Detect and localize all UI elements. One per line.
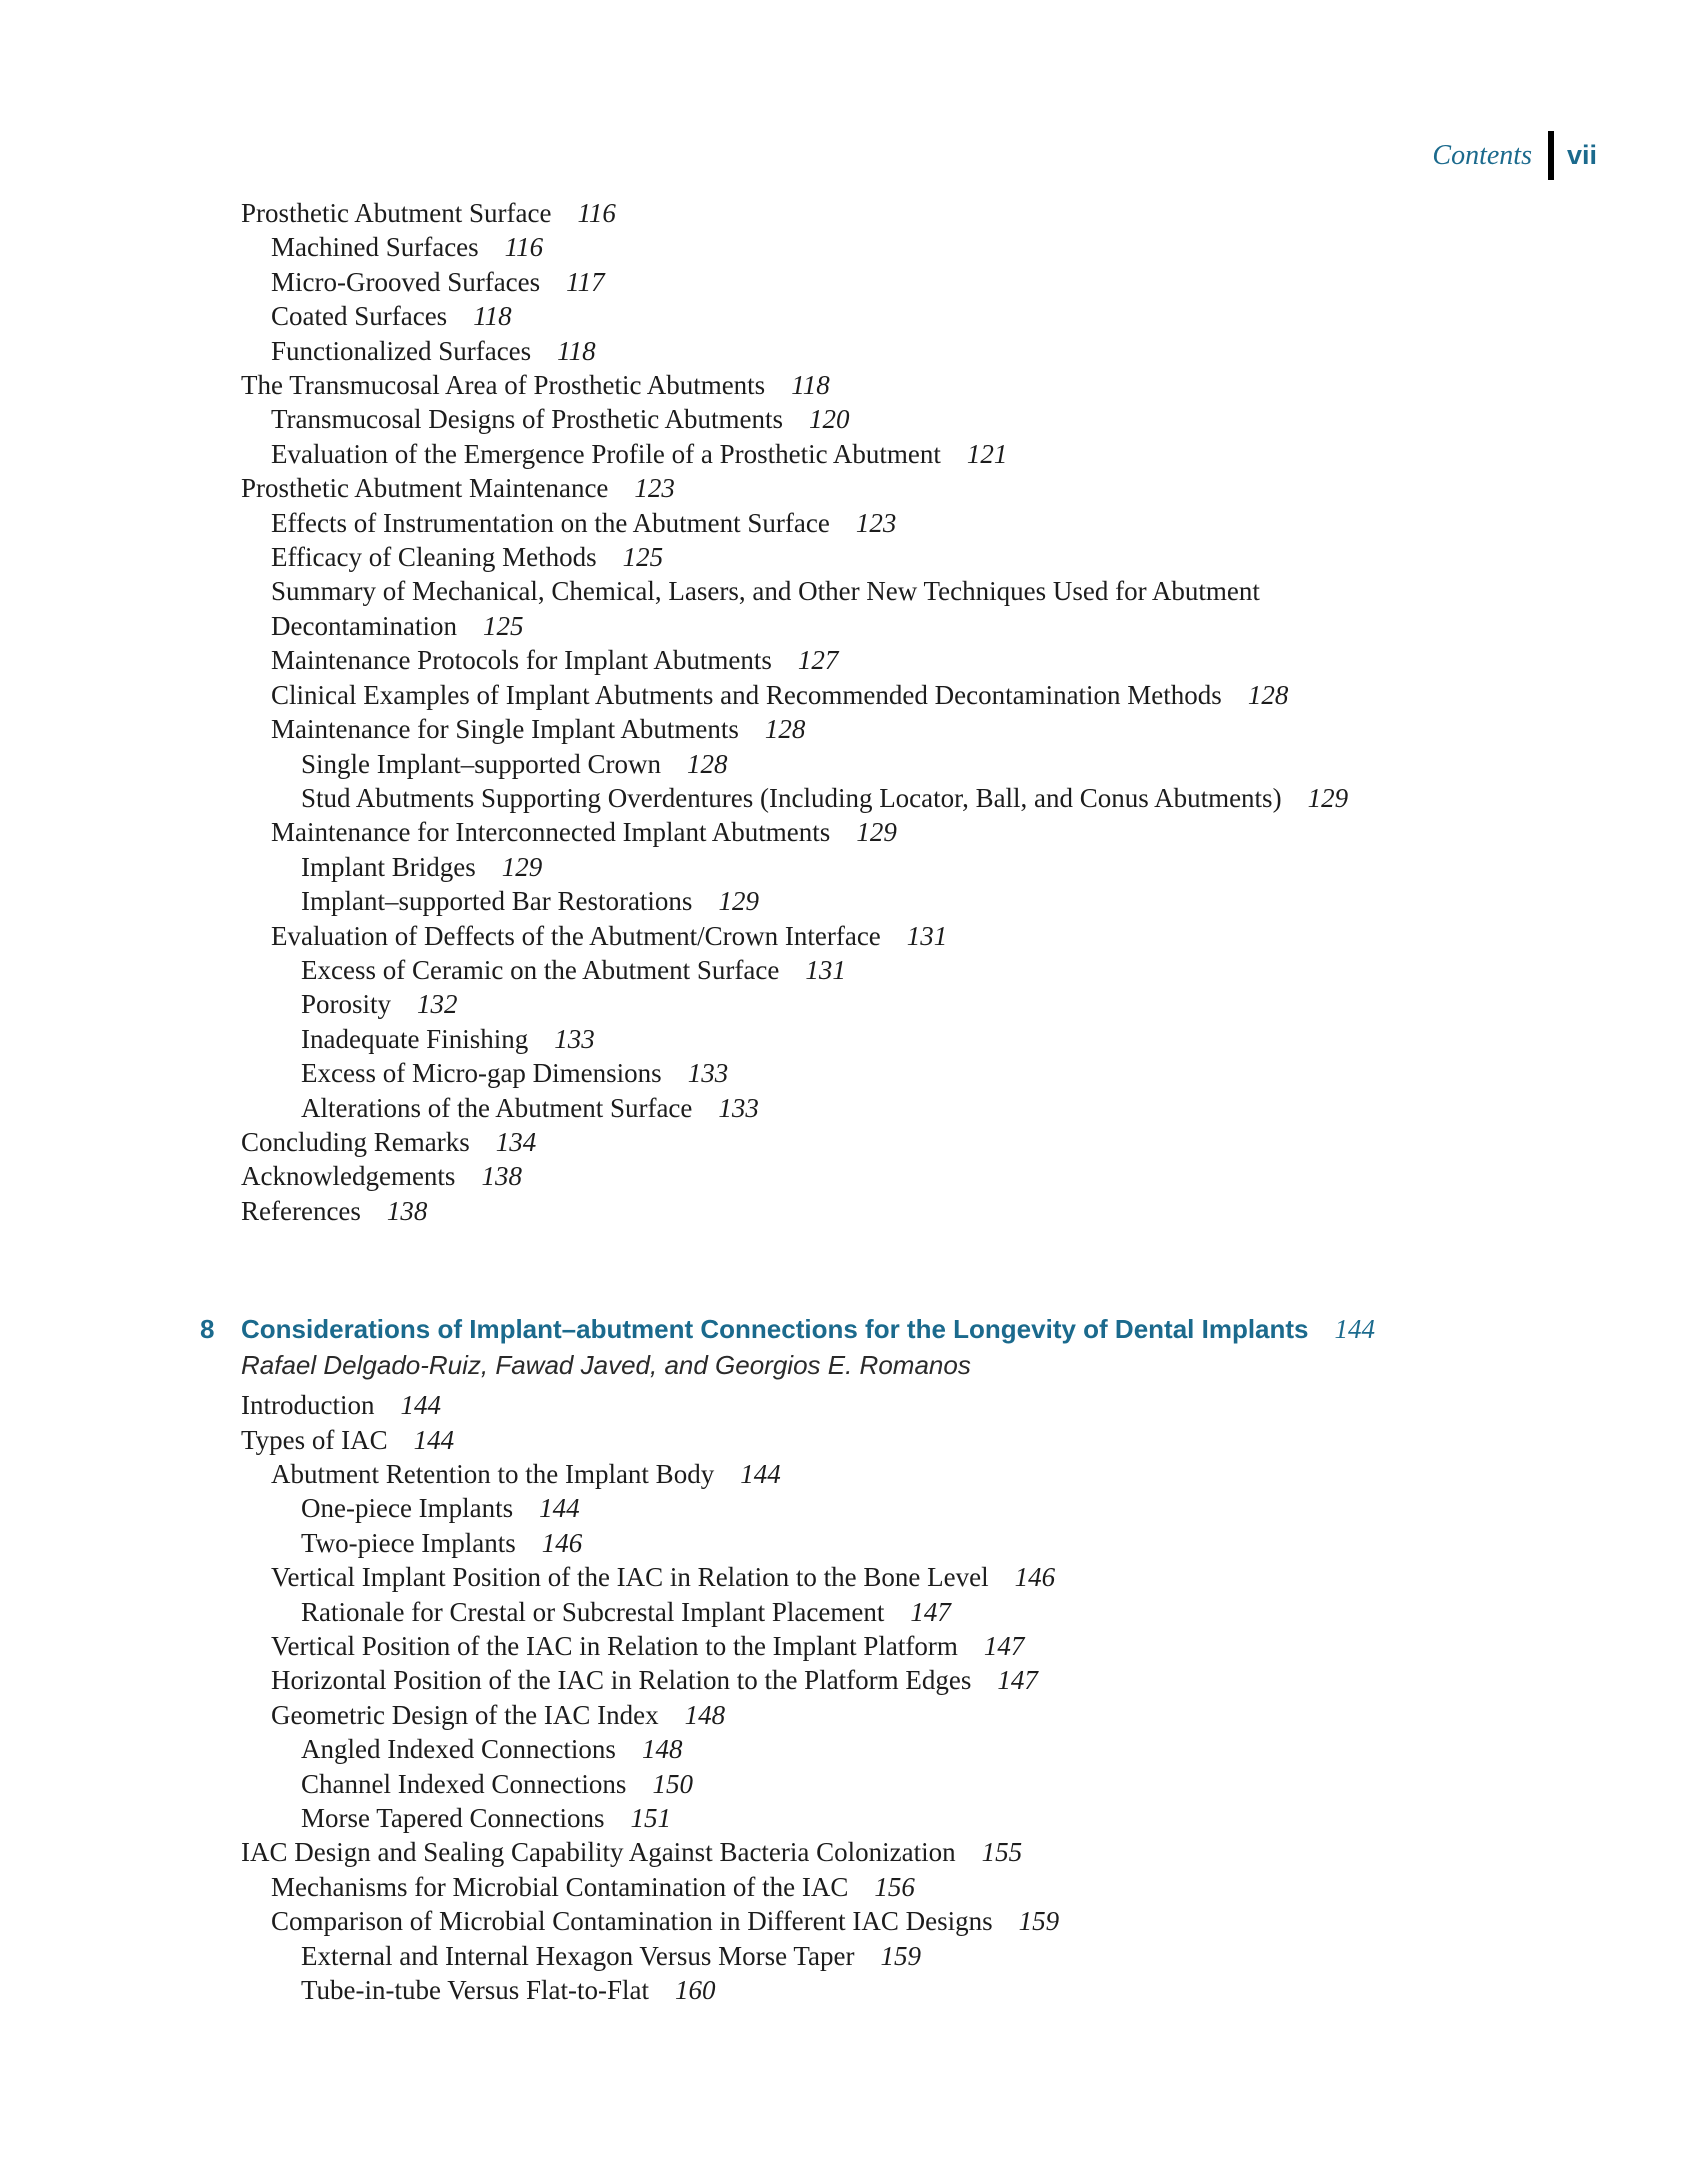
toc-entry [241, 1904, 1436, 1938]
toc-entry-label: Maintenance for Single Implant Abutments [271, 714, 739, 745]
toc-entry-page: 146 [541, 1527, 583, 1558]
toc-entry-page: 116 [504, 232, 544, 263]
toc-entry [241, 299, 1436, 333]
toc-entry [241, 1870, 1436, 1904]
toc-entry-label: Maintenance for Interconnected Implant Abutments [271, 817, 831, 848]
toc-entry-page: 160 [675, 1975, 716, 2006]
toc-entry [241, 919, 1436, 953]
toc-entry-label: Vertical Implant Position of the IAC in Relation to the Bone Level [271, 1562, 989, 1593]
chapter-heading [200, 1312, 1436, 1347]
toc-entry-label: One-piece Implants [301, 1493, 514, 1524]
toc-entry-page: 147 [983, 1631, 1025, 1662]
toc-entry-page: 123 [634, 473, 675, 504]
toc-entry [241, 1629, 1436, 1663]
toc-entry-page: 128 [686, 748, 728, 779]
toc-entry [241, 884, 1436, 918]
toc-entry [241, 1125, 1436, 1159]
toc-entry-page: 147 [910, 1596, 951, 1627]
toc-entry [241, 1732, 1436, 1766]
chapter-authors: Rafael Delgado-Ruiz, Fawad Javed, and Georgios E. Romanos [241, 1350, 971, 1381]
toc-entry-label: Alterations of the Abutment Surface [301, 1092, 693, 1123]
toc-entry-label: Functionalized Surfaces [271, 335, 532, 366]
toc-entry [241, 437, 1436, 471]
toc-entry-label: Inadequate Finishing [301, 1023, 529, 1054]
toc-entry-page: 151 [630, 1803, 672, 1834]
toc-entry [241, 196, 1436, 230]
toc-entry-label: IAC Design and Sealing Capability Against Bacteria Colonization [241, 1837, 956, 1868]
toc-entry-page: 150 [652, 1768, 693, 1799]
toc-entry-label: Coated Surfaces [271, 301, 448, 332]
toc-entry-page: 144 [413, 1424, 455, 1455]
chapter-number: 8 [200, 1314, 215, 1345]
toc-entry-label: Geometric Design of the IAC Index [271, 1699, 659, 1730]
toc-entry-page: 129 [856, 817, 897, 848]
running-header [1432, 131, 1597, 180]
toc-entry-label: Clinical Examples of Implant Abutments and Recommended Decontamination Methods [271, 679, 1222, 710]
toc-entry [241, 402, 1436, 436]
toc-entry [241, 1698, 1436, 1732]
toc-entry [241, 1423, 1436, 1457]
toc-entry [241, 1491, 1436, 1525]
toc-entry-label: Excess of Ceramic on the Abutment Surface [301, 954, 780, 985]
toc-entry-label: Stud Abutments Supporting Overdentures (Including Locator, Ball, and Conus Abutments) [301, 782, 1282, 813]
toc-entry-page: 125 [482, 610, 524, 641]
toc-entry-page: 118 [557, 335, 596, 366]
toc-entry [241, 574, 1436, 643]
chapter-title: Considerations of Implant–abutment Connections for the Longevity of Dental Implants [241, 1314, 1309, 1345]
toc-entry-page: 159 [1018, 1906, 1060, 1937]
toc-entry-label: Vertical Position of the IAC in Relation to the Implant Platform [271, 1631, 958, 1662]
toc-entry-label: Evaluation of Deffects of the Abutment/Crown Interface [271, 920, 881, 951]
toc-entry-page: 129 [501, 851, 543, 882]
toc-entry-label: Prosthetic Abutment Maintenance [241, 473, 609, 504]
toc-entry-label: Implant–supported Bar Restorations [301, 886, 693, 917]
toc-entry-page: 131 [906, 920, 948, 951]
toc-entry [241, 1056, 1436, 1090]
toc-entry-label: Types of IAC [241, 1424, 388, 1455]
toc-entry-page: 129 [1307, 782, 1349, 813]
toc-entry-label: Single Implant–supported Crown [301, 748, 661, 779]
toc-entry-page: 118 [791, 370, 830, 401]
toc-entry-label: Comparison of Microbial Contamination in Different IAC Designs [271, 1906, 993, 1937]
toc-entry-label: Channel Indexed Connections [301, 1768, 627, 1799]
toc-entry-label: Machined Surfaces [271, 232, 479, 263]
chapter-8-section [200, 1312, 1436, 2007]
toc-entry-page: 133 [718, 1092, 759, 1123]
page-folio: vii [1566, 140, 1597, 170]
toc-entry [241, 1022, 1436, 1056]
toc-entry [241, 850, 1436, 884]
toc-entry-page: 144 [740, 1459, 781, 1489]
toc-entry-label: Abutment Retention to the Implant Body [271, 1459, 715, 1489]
toc-entry-page: 159 [880, 1940, 921, 1971]
toc-entry-label: Rationale for Crestal or Subcrestal Implant Placement [301, 1596, 885, 1627]
toc-entry-page: 146 [1014, 1562, 1056, 1593]
toc-entry-page: 129 [718, 886, 759, 917]
toc-entry-page: 133 [554, 1023, 595, 1054]
toc-entry [241, 1388, 1436, 1422]
toc-entry-page: 155 [981, 1837, 1023, 1868]
running-head-title: Contents [1432, 139, 1532, 171]
toc-entry-page: 125 [622, 542, 664, 573]
toc-entry-label: Porosity [301, 989, 392, 1020]
toc-entry-page: 147 [997, 1665, 1038, 1696]
toc-entry [241, 712, 1436, 746]
toc-entry [241, 230, 1436, 264]
toc-entry-page: 138 [386, 1195, 428, 1226]
toc-entry-label: Two-piece Implants [301, 1527, 516, 1558]
toc-entry [241, 1835, 1436, 1869]
toc-entry-page: 120 [809, 404, 850, 435]
toc-entry-label: Implant Bridges [301, 851, 476, 882]
toc-entry-page: 144 [539, 1493, 580, 1524]
toc-entry-label: Prosthetic Abutment Surface [241, 198, 552, 228]
toc-entry-label: Acknowledgements [241, 1161, 456, 1192]
toc-entry [241, 540, 1436, 574]
chapter-page-number: 144 [1334, 1314, 1376, 1345]
toc-entry-page: 116 [577, 198, 616, 228]
toc-entry-page: 123 [855, 507, 897, 538]
toc-entry-label: Maintenance Protocols for Implant Abutments [271, 645, 772, 676]
toc-entry [241, 334, 1436, 368]
toc-entry-label: Summary of Mechanical, Chemical, Lasers, and Other New Techniques Used for Abutment Decontamination [271, 576, 1260, 641]
chapter-entries [241, 1388, 1436, 2007]
toc-entry-page: 144 [400, 1390, 441, 1421]
toc-entry [241, 1939, 1436, 1973]
toc-entry-page: 118 [473, 301, 512, 332]
toc-entry-label: Morse Tapered Connections [301, 1803, 605, 1834]
toc-entry [241, 1091, 1436, 1125]
toc-entry-page: 121 [966, 438, 1008, 469]
toc-entry-label: External and Internal Hexagon Versus Morse Taper [301, 1940, 855, 1971]
toc-entry [241, 1595, 1436, 1629]
toc-entry [241, 678, 1436, 712]
toc-entry-page: 131 [805, 954, 846, 985]
toc-entry [241, 1526, 1436, 1560]
continued-section-entries [241, 196, 1436, 1228]
toc-entry [241, 987, 1436, 1021]
toc-entry-page: 148 [641, 1734, 683, 1765]
table-of-contents [200, 196, 1436, 2008]
toc-entry-label: Evaluation of the Emergence Profile of a Prosthetic Abutment [271, 438, 941, 469]
toc-entry-label: Concluding Remarks [241, 1126, 470, 1157]
toc-entry-page: 127 [797, 645, 839, 676]
toc-entry-page: 117 [566, 266, 605, 297]
toc-entry [241, 1194, 1436, 1228]
toc-entry-page: 133 [687, 1058, 729, 1089]
toc-entry-label: Micro-Grooved Surfaces [271, 266, 541, 297]
toc-entry [241, 815, 1436, 849]
toc-entry-label: Tube-in-tube Versus Flat-to-Flat [301, 1975, 649, 2006]
toc-entry-label: Introduction [241, 1390, 375, 1421]
toc-entry-label: References [241, 1195, 361, 1226]
toc-entry-label: Excess of Micro-gap Dimensions [301, 1058, 662, 1089]
toc-entry [241, 1767, 1436, 1801]
toc-entry-page: 132 [417, 989, 458, 1020]
toc-entry [241, 1663, 1436, 1697]
toc-entry-page: 128 [1247, 679, 1289, 710]
toc-entry-label: Mechanisms for Microbial Contamination of the IAC [271, 1871, 849, 1902]
toc-entry-page: 134 [495, 1126, 537, 1157]
toc-entry [241, 953, 1436, 987]
toc-entry [241, 781, 1436, 815]
toc-entry-label: Horizontal Position of the IAC in Relation to the Platform Edges [271, 1665, 972, 1696]
toc-entry [241, 1159, 1436, 1193]
toc-entry-page: 138 [481, 1161, 522, 1192]
toc-entry [241, 506, 1436, 540]
toc-entry-page: 148 [684, 1699, 726, 1730]
toc-entry-page: 128 [764, 714, 806, 745]
toc-entry [241, 368, 1436, 402]
toc-entry [241, 265, 1436, 299]
toc-entry [241, 747, 1436, 781]
toc-entry [241, 1457, 1436, 1491]
toc-entry [241, 1560, 1436, 1594]
toc-entry-label: Transmucosal Designs of Prosthetic Abutments [271, 404, 783, 435]
header-divider [1548, 131, 1554, 180]
toc-entry [241, 471, 1436, 505]
toc-entry [241, 1801, 1436, 1835]
toc-entry-label: Effects of Instrumentation on the Abutment Surface [271, 507, 830, 538]
toc-entry-label: Efficacy of Cleaning Methods [271, 542, 597, 573]
toc-entry-label: The Transmucosal Area of Prosthetic Abutments [241, 370, 766, 401]
toc-entry [241, 1973, 1436, 2007]
toc-entry [241, 643, 1436, 677]
toc-entry-label: Angled Indexed Connections [301, 1734, 616, 1765]
toc-entry-page: 156 [874, 1871, 915, 1902]
